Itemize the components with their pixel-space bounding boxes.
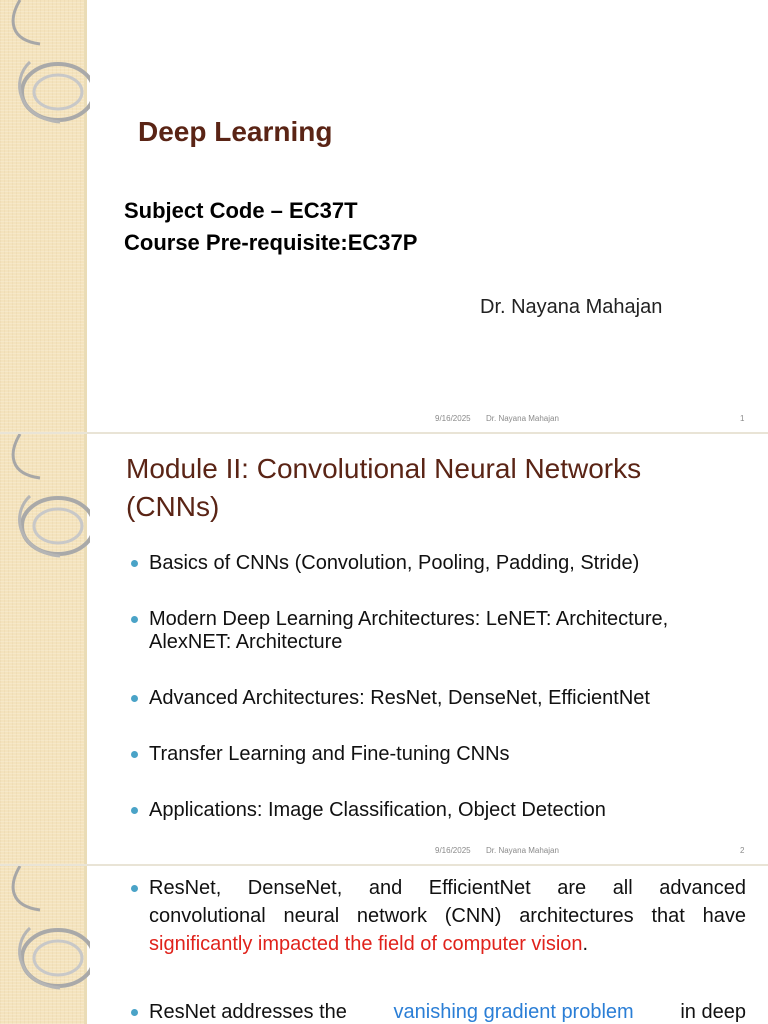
bullet-dot-icon xyxy=(131,695,138,702)
swirl-ornament-icon xyxy=(0,434,90,864)
list-item: Modern Deep Learning Architectures: LeNET: Architecture, AlexNET: Architecture xyxy=(130,608,750,654)
slide-1 xyxy=(0,0,768,432)
paragraph-line: convolutional neural network (CNN) architectures that have xyxy=(149,905,746,927)
bullet-dot-icon xyxy=(131,885,138,892)
list-item: Transfer Learning and Fine-tuning CNNs xyxy=(130,743,750,766)
module-title: Module II: Convolutional Neural Networks (CNNs) xyxy=(126,453,642,522)
list-item: Advanced Architectures: ResNet, DenseNet, EfficientNet xyxy=(130,687,750,710)
bullet-dot-icon xyxy=(131,1009,138,1016)
paragraph-line: ResNet, DenseNet, and EfficientNet are all advanced xyxy=(149,877,746,899)
swirl-ornament-icon xyxy=(0,866,90,1024)
highlight-text: vanishing gradient problem xyxy=(393,1001,634,1023)
bullet-dot-icon xyxy=(131,560,138,567)
bullet-dot-icon xyxy=(131,807,138,814)
course-prerequisite: Course Pre-requisite:EC37P xyxy=(124,230,418,255)
paragraph-resnet xyxy=(130,998,746,1024)
footer-author: Dr. Nayana Mahajan xyxy=(486,846,559,855)
swirl-ornament-icon xyxy=(0,0,90,432)
bullet-dot-icon xyxy=(131,751,138,758)
deck-title: Deep Learning xyxy=(138,116,333,147)
subject-code: Subject Code – EC37T xyxy=(124,198,358,223)
footer-date: 9/16/2025 xyxy=(435,846,471,855)
slide-3 xyxy=(0,866,768,1024)
author-name: Dr. Nayana Mahajan xyxy=(480,296,663,318)
paragraph-text: in deep xyxy=(680,1001,746,1023)
punctuation: . xyxy=(582,933,589,955)
list-item: Applications: Image Classification, Object Detection xyxy=(130,799,750,822)
bullet-list xyxy=(130,552,750,822)
footer-date: 9/16/2025 xyxy=(435,414,471,423)
highlight-text: significantly impacted the field of computer vision xyxy=(149,933,583,955)
paragraph-text: ResNet addresses the xyxy=(149,1001,347,1023)
bullet-dot-icon xyxy=(131,616,138,623)
slide-2 xyxy=(0,434,768,864)
footer-author: Dr. Nayana Mahajan xyxy=(486,414,559,423)
paragraph-architectures xyxy=(130,874,746,958)
list-item: Basics of CNNs (Convolution, Pooling, Padding, Stride) xyxy=(130,552,750,575)
footer-page-number: 2 xyxy=(740,846,745,855)
footer-page-number: 1 xyxy=(740,414,745,423)
